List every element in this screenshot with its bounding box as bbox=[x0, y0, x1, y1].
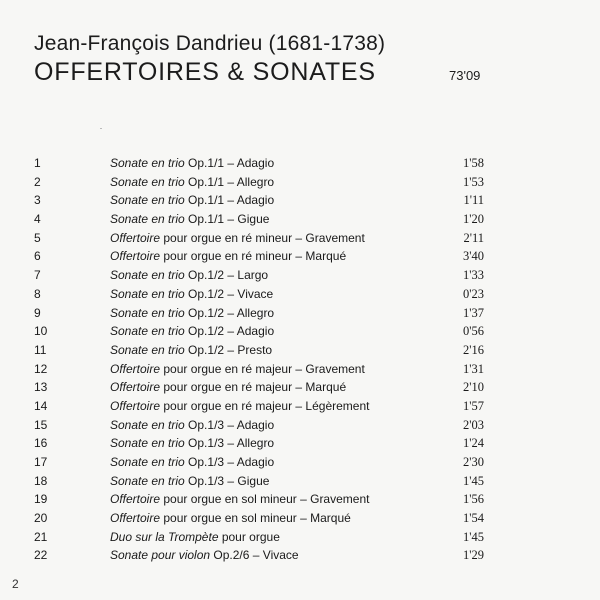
track-number: 15 bbox=[34, 417, 48, 432]
track-duration: 2'30 bbox=[462, 455, 484, 469]
track-work-title: Sonate en trio bbox=[110, 342, 185, 357]
track-duration: 1'58 bbox=[462, 156, 484, 170]
track-number: 6 bbox=[34, 249, 41, 264]
track-work-title: Offertoire bbox=[110, 398, 161, 413]
track-detail: Op.1/2 – Adagio bbox=[184, 324, 275, 339]
track-work-title: Sonate en trio bbox=[110, 455, 185, 469]
track-duration: 2'16 bbox=[462, 342, 484, 357]
track-duration: 1'57 bbox=[462, 398, 484, 413]
track-detail: Op.1/3 – Gigue bbox=[184, 473, 270, 488]
track-number: 16 bbox=[34, 436, 48, 451]
track-description bbox=[110, 191, 274, 210]
track-row bbox=[34, 191, 484, 210]
track-work-title: Offertoire bbox=[110, 380, 161, 395]
track-detail: pour orgue en ré mineur – Gravement bbox=[160, 230, 365, 245]
track-detail: Op.1/2 – Allegro bbox=[184, 305, 275, 320]
track-duration: 1'45 bbox=[462, 473, 484, 488]
track-duration: 1'54 bbox=[462, 511, 484, 526]
track-description bbox=[110, 210, 269, 229]
track-duration: 1'53 bbox=[462, 174, 484, 189]
track-number: 18 bbox=[34, 473, 48, 488]
track-list bbox=[34, 154, 484, 565]
track-work-title: Sonate en trio bbox=[110, 286, 185, 301]
track-row bbox=[34, 397, 484, 416]
track-row bbox=[34, 210, 484, 229]
track-description bbox=[110, 154, 274, 173]
track-description bbox=[110, 341, 272, 360]
track-row bbox=[34, 173, 484, 192]
track-detail: pour orgue en ré majeur – Marqué bbox=[160, 380, 347, 395]
track-number: 17 bbox=[34, 455, 48, 469]
track-work-title: Sonate en trio bbox=[110, 174, 185, 189]
track-work-title: Duo sur la Trompète bbox=[110, 529, 219, 544]
track-work-title: Sonate en trio bbox=[110, 436, 185, 451]
track-row bbox=[34, 285, 484, 304]
album-title: OFFERTOIRES & SONATES bbox=[34, 58, 376, 86]
track-work-title: Offertoire bbox=[110, 230, 161, 245]
track-work-title: Sonate en trio bbox=[110, 417, 185, 432]
track-description bbox=[110, 229, 365, 248]
track-detail: Op.1/1 – Gigue bbox=[184, 212, 270, 227]
composer-heading: Jean-François Dandrieu (1681-1738) bbox=[34, 32, 386, 55]
track-duration: 1'24 bbox=[462, 436, 484, 451]
track-detail: Op.1/1 – Adagio bbox=[184, 193, 275, 208]
track-detail: pour orgue en ré majeur – Légèrement bbox=[160, 398, 370, 413]
track-work-title: Offertoire bbox=[110, 249, 161, 264]
track-number: 10 bbox=[34, 324, 48, 339]
track-description bbox=[110, 434, 274, 453]
track-number: 13 bbox=[34, 380, 48, 395]
track-number: 9 bbox=[34, 305, 41, 320]
track-description bbox=[110, 322, 274, 341]
track-row bbox=[34, 378, 484, 397]
track-work-title: Offertoire bbox=[110, 492, 161, 507]
track-duration: 2'11 bbox=[463, 230, 484, 245]
track-duration: 2'03 bbox=[462, 417, 484, 432]
track-number: 4 bbox=[34, 212, 41, 227]
track-row bbox=[34, 472, 484, 491]
track-row bbox=[34, 266, 484, 285]
track-description bbox=[110, 285, 273, 304]
track-number: 3 bbox=[34, 193, 41, 208]
track-number: 7 bbox=[34, 268, 41, 283]
track-duration: 1'33 bbox=[462, 268, 484, 283]
track-number: 20 bbox=[34, 511, 48, 526]
track-work-title: Offertoire bbox=[110, 511, 161, 526]
track-description bbox=[110, 304, 274, 323]
track-row bbox=[34, 528, 484, 547]
track-detail: Op.1/2 – Presto bbox=[184, 342, 273, 357]
track-row bbox=[34, 360, 484, 379]
track-duration: 1'37 bbox=[462, 305, 484, 320]
track-description bbox=[110, 173, 274, 192]
track-row bbox=[34, 546, 484, 565]
track-detail: Op.1/1 – Allegro bbox=[184, 174, 275, 189]
track-duration: 1'20 bbox=[462, 212, 484, 227]
track-number: 2 bbox=[34, 174, 41, 189]
track-detail: Op.1/3 – Allegro bbox=[184, 436, 275, 451]
track-duration: 1'45 bbox=[462, 529, 484, 544]
track-row bbox=[34, 304, 484, 323]
track-row bbox=[34, 453, 484, 472]
track-description bbox=[110, 266, 268, 285]
track-detail: Op.1/3 – Adagio bbox=[184, 417, 275, 432]
track-duration: 0'23 bbox=[462, 286, 484, 301]
track-description bbox=[110, 490, 369, 509]
track-description bbox=[110, 509, 351, 528]
track-row bbox=[34, 154, 484, 173]
track-detail: Op.2/6 – Vivace bbox=[210, 548, 299, 563]
track-duration: 1'11 bbox=[463, 193, 484, 208]
track-number: 12 bbox=[34, 361, 48, 376]
track-detail: pour orgue en sol mineur – Marqué bbox=[160, 511, 351, 526]
track-work-title: Sonate en trio bbox=[110, 305, 185, 320]
track-description bbox=[110, 360, 365, 379]
paper-speck bbox=[100, 128, 102, 129]
page-number: 2 bbox=[12, 577, 19, 591]
track-detail: Op.1/2 – Vivace bbox=[184, 286, 274, 301]
track-detail: pour orgue bbox=[218, 529, 280, 544]
track-duration: 1'56 bbox=[462, 492, 484, 507]
track-row bbox=[34, 341, 484, 360]
track-detail: pour orgue en sol mineur – Gravement bbox=[160, 492, 370, 507]
total-duration: 73'09 bbox=[449, 68, 481, 83]
track-work-title: Sonate en trio bbox=[110, 193, 185, 208]
track-detail: pour orgue en ré majeur – Gravement bbox=[160, 361, 365, 376]
track-work-title: Sonate en trio bbox=[110, 268, 185, 283]
track-duration: 1'31 bbox=[462, 361, 484, 376]
track-detail: pour orgue en ré mineur – Marqué bbox=[160, 249, 347, 264]
track-work-title: Sonate en trio bbox=[110, 156, 185, 170]
track-duration: 2'10 bbox=[462, 380, 484, 395]
track-number: 21 bbox=[34, 529, 48, 544]
track-detail: Op.1/3 – Adagio bbox=[184, 455, 275, 469]
track-row bbox=[34, 509, 484, 528]
track-description bbox=[110, 416, 274, 435]
track-row bbox=[34, 247, 484, 266]
track-detail: Op.1/2 – Largo bbox=[184, 268, 269, 283]
track-description bbox=[110, 528, 280, 547]
track-number: 19 bbox=[34, 492, 48, 507]
track-description bbox=[110, 472, 269, 491]
track-work-title: Sonate pour violon bbox=[110, 548, 211, 563]
track-duration: 1'29 bbox=[462, 548, 484, 563]
track-detail: Op.1/1 – Adagio bbox=[184, 156, 275, 170]
track-row bbox=[34, 416, 484, 435]
track-number: 14 bbox=[34, 398, 48, 413]
track-number: 8 bbox=[34, 286, 41, 301]
track-work-title: Sonate en trio bbox=[110, 212, 185, 227]
track-number: 22 bbox=[34, 548, 48, 563]
track-duration: 0'56 bbox=[462, 324, 484, 339]
track-row bbox=[34, 322, 484, 341]
track-row bbox=[34, 434, 484, 453]
track-row bbox=[34, 229, 484, 248]
track-work-title: Offertoire bbox=[110, 361, 161, 376]
track-description bbox=[110, 397, 369, 416]
track-work-title: Sonate en trio bbox=[110, 324, 185, 339]
track-description bbox=[110, 378, 346, 397]
track-description bbox=[110, 546, 299, 565]
track-number: 1 bbox=[34, 156, 41, 170]
track-description bbox=[110, 453, 274, 472]
track-number: 5 bbox=[34, 230, 41, 245]
track-duration: 3'40 bbox=[462, 249, 484, 264]
track-work-title: Sonate en trio bbox=[110, 473, 185, 488]
track-row bbox=[34, 490, 484, 509]
track-description bbox=[110, 247, 346, 266]
track-number: 11 bbox=[34, 342, 47, 357]
